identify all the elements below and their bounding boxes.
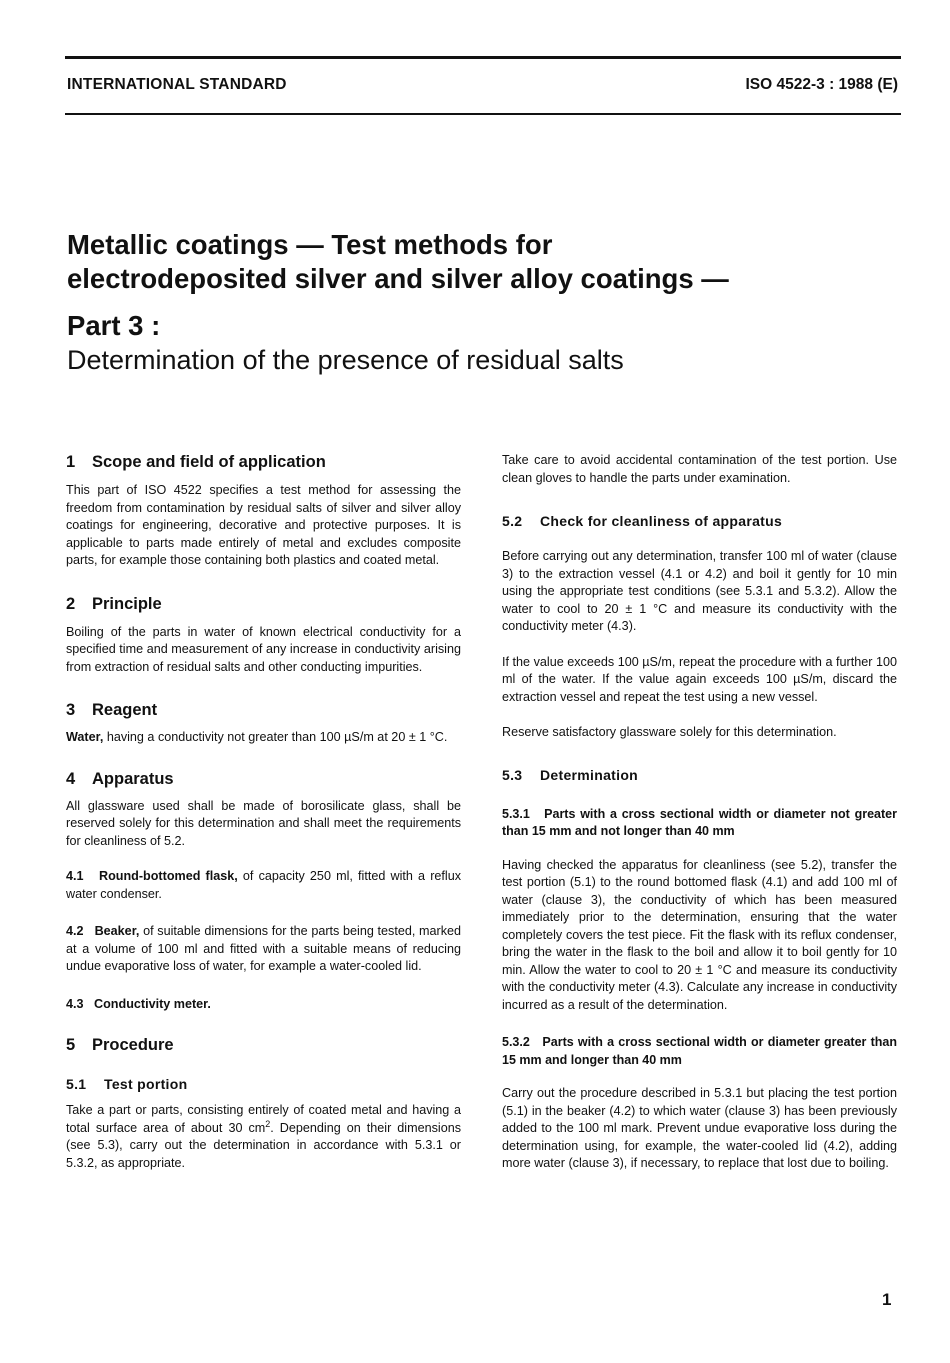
section-number: 1 (66, 453, 76, 471)
section-number: 3 (66, 701, 76, 719)
clause-5-3-1-heading (502, 806, 897, 841)
title-line-1: Metallic coatings — Test methods for (67, 229, 553, 260)
clause-5-3-1-text: Having checked the apparatus for cleanliness (see 5.2), transfer the test portion (5.1) to the round bottomed flask (4.1) and add 100 ml of water (clause 3), the conductivity of which has been measured immediately prior to the determination, ensuring that the water completely covers the test piece. Fit the flask with its reflux condenser, bring the water in the flask to the boil and allow it to boil gently for 10 min. Allow the water to cool to 20 ± 1 °C and measure its conductivity with the conductivity meter (4.3). Calculate any increase in conductivity incurred as a result of the determination. (502, 857, 897, 1012)
reagent-description: having a conductivity not greater than 100 µS/m at 20 ± 1 °C. (103, 730, 448, 744)
standard-number: ISO 4522-3 : 1988 (E) (745, 76, 898, 93)
section-4-text: All glassware used shall be made of borosilicate glass, shall be reserved solely for this determination and shall meet the requirements for cleanliness of 5.2. (66, 798, 461, 848)
title-line-2: electrodeposited silver and silver alloy coatings — (67, 263, 729, 294)
clause-text-part: Take a part or parts, consisting entirely of coated metal and having a total surface area of about 30 cm (66, 1103, 461, 1135)
section-5-heading (66, 1035, 461, 1055)
clause-5-1-heading (66, 1075, 461, 1093)
header-rule-top (65, 56, 901, 59)
clause-title: Test portion (104, 1076, 188, 1092)
test-portion-note: Take care to avoid accidental contamination of the test portion. Use clean gloves to handle the parts under examination. (502, 453, 897, 485)
clause-5-2-paragraph-2: If the value exceeds 100 µS/m, repeat the procedure with a further 100 ml of the water. If the value again exceeds 100 µS/m, discard the extraction vessel and repeat the test using a new vessel. (502, 654, 897, 704)
clause-5-1-text (66, 1102, 461, 1172)
section-3-heading (66, 700, 461, 720)
clause-lead: Conductivity meter. (94, 996, 211, 1011)
section-number: 2 (66, 594, 76, 613)
clause-number: 5.3 (502, 766, 523, 783)
page-number: 1 (882, 1290, 892, 1309)
section-2-text: Boiling of the parts in water of known electrical conductivity for a specified time and measurement of any increase in conductivity arising from extraction of residual salts and other conducting impurities. (66, 624, 461, 674)
section-title: Reagent (92, 701, 158, 719)
header-rule-bottom (65, 113, 901, 115)
clause-title: Parts with a cross sectional width or diameter not greater than 15 mm and not longer than 40 mm (502, 806, 897, 838)
part-subtitle: Determination of the presence of residual salts (67, 345, 624, 375)
section-title: Apparatus (92, 769, 174, 788)
clause-number: 5.3.1 (502, 806, 530, 821)
section-number: 5 (66, 1036, 76, 1054)
left-column (66, 452, 461, 1172)
clause-5-3-2-heading (502, 1034, 897, 1069)
clause-lead: Beaker, (94, 924, 140, 938)
part-label: Part 3 : (67, 310, 161, 341)
section-1-heading (66, 452, 461, 472)
reagent-name: Water, (66, 730, 104, 744)
clause-number: 5.2 (502, 513, 523, 529)
section-4-heading (66, 769, 461, 789)
clause-number: 5.1 (66, 1076, 87, 1092)
section-number: 4 (66, 769, 76, 788)
section-title: Procedure (92, 1036, 174, 1054)
superscript: 2 (265, 1118, 271, 1129)
clause-4-3 (66, 996, 461, 1014)
right-column (502, 452, 897, 1173)
clause-5-2-paragraph-3: Reserve satisfactory glassware solely for this determination. (502, 725, 837, 739)
clause-title: Check for cleanliness of apparatus (540, 513, 783, 529)
section-title: Principle (92, 594, 162, 613)
clause-title: Parts with a cross sectional width or diameter greater than 15 mm and longer than 40 mm (502, 1035, 897, 1067)
standard-type-label: INTERNATIONAL STANDARD (67, 76, 287, 93)
clause-text: of suitable dimensions for the parts being tested, marked at a volume of 100 ml and fitted with a suitable means of reducing undue evaporative loss of water, for example a water-cooled lid. (66, 924, 461, 973)
clause-lead: Round-bottomed flask, (98, 869, 238, 883)
section-2-heading (66, 594, 461, 614)
section-title: Scope and field of application (92, 453, 326, 471)
clause-number: 4.3 (66, 996, 84, 1011)
section-3-text (66, 729, 461, 747)
clause-title: Determination (540, 766, 639, 783)
clause-number: 4.2 (66, 924, 84, 938)
clause-5-3-heading (502, 766, 897, 784)
clause-5-2-heading (502, 512, 897, 530)
clause-4-2 (66, 923, 461, 976)
clause-number: 4.1 (66, 869, 84, 883)
clause-5-3-2-text: Carry out the procedure described in 5.3.1 but placing the test portion (5.1) in the beaker (4.2) to which water (clause 3) has been previously added to the 100 ml mark. Prevent undue evaporative loss during the determination using, for example, the water-cooled lid (4.2), adding more water (clause 3), if necessary, to replace that lost due to boiling. (502, 1086, 897, 1170)
clause-5-2-paragraph-1: Before carrying out any determination, transfer 100 ml of water (clause 3) to the extraction vessel (4.1 or 4.2) and boil it gently for 10 min using the appropriate test conditions (see 5.3.1 and 5.3.2). Allow the water to cool to 20 ± 1 °C and measure its conductivity with the conductivity meter (4.3). (502, 549, 897, 633)
document-title-block (67, 228, 887, 377)
clause-text-part: . Depending on their dimensions (see 5.3), carry out the determination in accordance with 5.3.1 or 5.3.2, as appropriate. (66, 1120, 461, 1170)
clause-text: of capacity 250 ml, fitted with a reflux water condenser. (66, 869, 461, 901)
clause-number: 5.3.2 (502, 1035, 530, 1049)
clause-4-1 (66, 868, 461, 903)
section-1-text: This part of ISO 4522 specifies a test method for assessing the freedom from contamination by residual salts of silver and silver alloy coatings for engineering, decorative and protective purposes. It is applicable to parts made entirely of metal and excludes composite parts, for example those containing both plastics and coated metal. (66, 483, 461, 567)
